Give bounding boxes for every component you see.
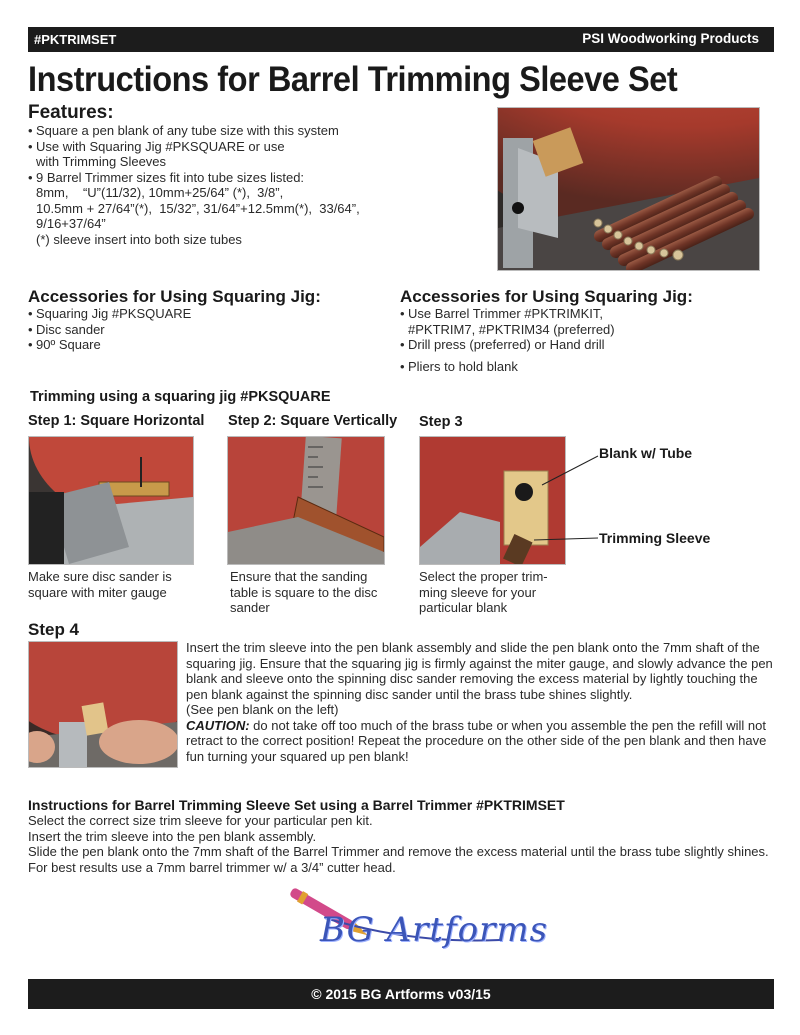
accessories-right-heading: Accessories for Using Squaring Jig: [400, 287, 693, 306]
step1-photo [28, 436, 194, 565]
step3-caption [419, 569, 548, 616]
step4-see-note: (See pen blank on the left) [186, 702, 339, 717]
accessories-left-heading: Accessories for Using Squaring Jig: [28, 287, 321, 306]
product-code: #PKTRIMSET [34, 32, 117, 47]
step1-caption [28, 569, 172, 600]
feature-item: 9/16+37/64” [36, 216, 106, 231]
caption-line: table is square to the disc [230, 584, 378, 600]
copyright: © 2015 BG Artforms v03/15 [311, 986, 491, 1002]
callout-lines [530, 440, 610, 550]
step2-title: Step 2: Square Vertically [228, 413, 398, 429]
footer-bar [28, 979, 774, 1009]
feature-item: with Trimming Sleeves [36, 154, 167, 169]
page-title: Instructions for Barrel Trimming Sleeve Set [28, 60, 678, 99]
instruction-line: Insert the trim sleeve into the pen blank assembly. [28, 828, 317, 844]
step2-caption [230, 569, 377, 616]
step2-photo [227, 436, 385, 565]
accessories-right-list: • Use Barrel Trimmer #PKTRIMKIT, #PKTRIM7, #PKTRIM34 (preferred) • Drill press (preferred) or Hand drill • Pliers to hold blank [400, 306, 615, 374]
caption-line: particular blank [419, 600, 508, 615]
caution-label: CAUTION: [186, 717, 250, 733]
callout-blank: Blank w/ Tube [599, 445, 693, 461]
feature-item: 8mm, “U”(11/32), 10mm+25/64” (*), 3/8”, [36, 185, 284, 200]
list-item: Squaring Jig #PKSQUARE [36, 306, 192, 321]
instruction-line: For best results use a 7mm barrel trimmer w/ a 3/4” cutter head. [28, 859, 396, 875]
list-item: #PKTRIM7, #PKTRIM34 (preferred) [408, 321, 615, 337]
features-heading: Features: [28, 102, 114, 123]
list-item: Disc sander [36, 321, 105, 337]
caution-text: do not take off too much of the brass tube or when you assemble the pen the refill will not retract to the correct position! Repeat the procedure on the other side of the pen blank and then have fun turning your squared up pen blank! [186, 717, 767, 764]
caution-block [186, 718, 774, 765]
list-item: Pliers to hold blank [408, 358, 518, 374]
trimmer-instructions [28, 813, 778, 875]
logo-text: BG Artforms [320, 910, 549, 950]
caption-line: sander [230, 600, 270, 615]
instruction-line: Slide the pen blank onto the 7mm shaft of the Barrel Trimmer and remove the excess material until the brass tube slightly shines. [28, 844, 769, 859]
caption-line: square with miter gauge [28, 584, 167, 600]
product-photo [497, 107, 760, 271]
features-list: • Square a pen blank of any tube size with this system • Use with Squaring Jig #PKSQUARE or use with Trimming Sleeves • 9 Barrel Trimmer sizes fit into tube sizes listed: 8mm, “U”(11/32), 10mm+25/64” (*), 3/8”, 10.5mm + 27/64”(*), 15/32”, 31/64”+12.5mm(*), 33/64”, 9/16+37/64” (*) sleeve insert into both size tubes [28, 123, 360, 247]
step4-photo [28, 641, 178, 768]
header-bar [28, 27, 774, 52]
trimmer-heading: Instructions for Barrel Trimming Sleeve Set using a Barrel Trimmer #PKTRIMSET [28, 797, 565, 813]
step4-paragraph: Insert the trim sleeve into the pen blank assembly and slide the pen blank onto the 7mm shaft of the squaring jig. Ensure that the squaring jig is firmly against the miter gauge, and slowly advance the pen blank and sleeve onto the spinning disc sander removing the excess material by lightly touching the pen blank against the spinning disc sander until the brass tube shines slightly. [186, 640, 773, 702]
list-item: Drill press (preferred) or Hand drill [408, 337, 605, 352]
caption-line: Ensure that the sanding [230, 569, 368, 584]
list-item: 90º Square [36, 337, 101, 352]
callout-sleeve: Trimming Sleeve [599, 530, 711, 546]
feature-item: Use with Squaring Jig #PKSQUARE or use [36, 138, 285, 154]
instruction-line: Select the correct size trim sleeve for your particular pen kit. [28, 813, 373, 828]
feature-item: Square a pen blank of any tube size with this system [36, 123, 339, 138]
list-item: Use Barrel Trimmer #PKTRIMKIT, [408, 306, 604, 321]
accessories-left-list: • Squaring Jig #PKSQUARE • Disc sander • 90º Square [28, 306, 192, 352]
caption-line: Select the proper trim- [419, 569, 548, 584]
feature-item: 9 Barrel Trimmer sizes fit into tube sizes listed: [36, 169, 305, 185]
feature-item: (*) sleeve insert into both size tubes [36, 231, 242, 247]
caption-line: Make sure disc sander is [28, 569, 172, 584]
trimming-heading: Trimming using a squaring jig #PKSQUARE [30, 389, 331, 405]
feature-item: 10.5mm + 27/64”(*), 15/32”, 31/64”+12.5mm(*), 33/64”, [36, 200, 360, 216]
step1-title: Step 1: Square Horizontal [28, 413, 205, 429]
step4-title: Step 4 [28, 620, 80, 639]
brand-name: PSI Woodworking Products [582, 31, 759, 46]
step3-title: Step 3 [419, 414, 463, 430]
caption-line: ming sleeve for your [419, 584, 537, 600]
bg-artforms-logo [285, 888, 549, 968]
step4-text [186, 640, 774, 764]
